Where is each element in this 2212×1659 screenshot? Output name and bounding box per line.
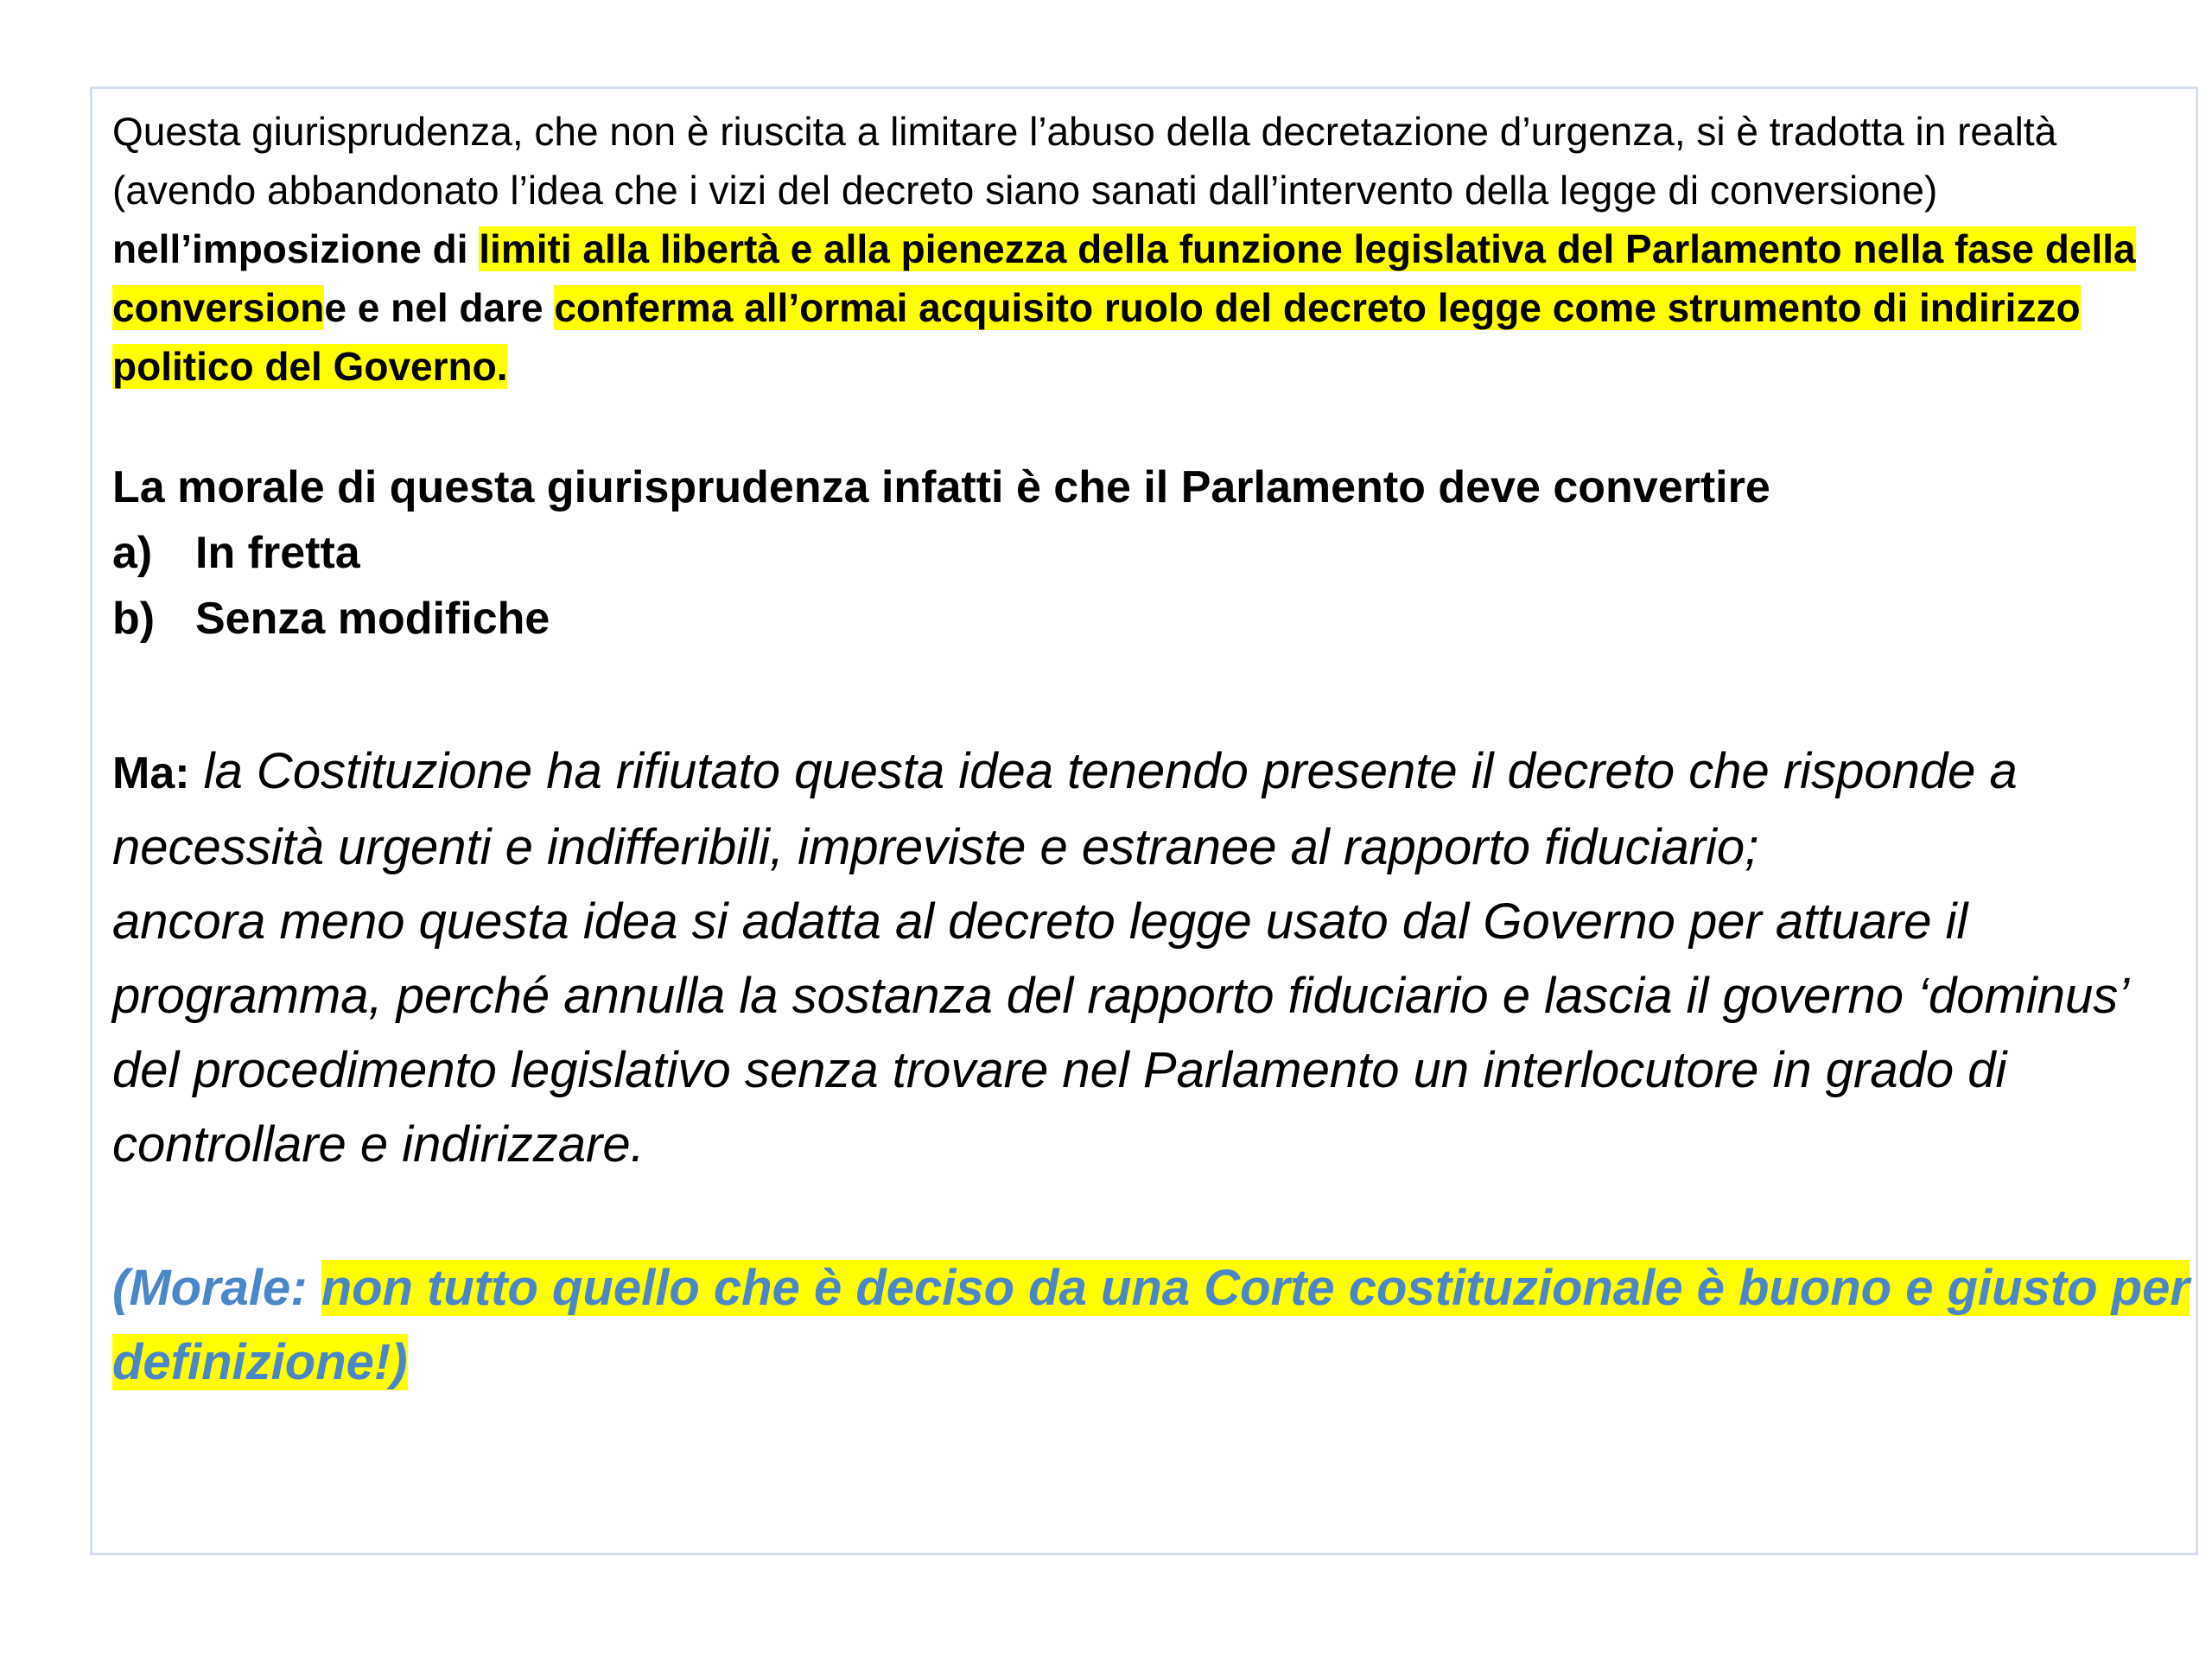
final-morale [112, 1251, 2203, 1400]
highlight-text-1: limiti alla libertà e alla pienezza della funzione legislativa del Parlamento nella fase della conversion [112, 226, 2136, 330]
ma-text-1: la Costituzione ha rifiutato questa idea tenendo presente il decreto che risponde a necessità urgenti e indifferibili, impreviste e estranee al rapporto fiduciario; [112, 743, 2018, 875]
morale-heading: La morale di questa giurisprudenza infatti è che il Parlamento deve convertire [112, 462, 1770, 512]
paragraph-intro [112, 102, 2203, 396]
intro-text: Questa giurisprudenza, che non è riuscita a limitare l’abuso della decretazione d’urgenza, si è tradotta in realtà (avendo abbandonato l’idea che i vizi del decreto siano sanati dall’intervento della legge di conversione) [112, 109, 2057, 213]
highlight-text-2: conferma all’ormai acquisito ruolo del decreto legge come strumento di indirizzo politico del Governo. [112, 285, 2081, 389]
slide-content [112, 102, 2203, 1400]
morale-list [112, 520, 2203, 652]
bold-text-1: nell’imposizione di [112, 226, 480, 271]
final-prefix: (Morale: [112, 1260, 321, 1316]
list-marker: a) [112, 528, 153, 578]
list-item-text: Senza modifiche [195, 594, 550, 644]
ma-text-2: ancora meno questa idea si adatta al decreto legge usato dal Governo per attuare il programma, perché annulla la sostanza del rapporto fiduciario e lascia il governo ‘dominus’ del procedimento legislativo senza trovare nel Parlamento un interlocutore in grado di controllare e indirizzare. [112, 893, 2126, 1173]
bold-text-2: e e nel dare [324, 285, 555, 330]
list-item-text: In fretta [195, 528, 360, 578]
list-item [112, 586, 2203, 652]
list-item [112, 520, 2203, 586]
final-highlight: non tutto quello che è deciso da una Corte costituzionale è buono e giusto per definizione!) [112, 1260, 2190, 1390]
ma-paragraph [112, 734, 2203, 1182]
ma-label: Ma: [112, 748, 190, 798]
list-marker: b) [112, 594, 156, 644]
